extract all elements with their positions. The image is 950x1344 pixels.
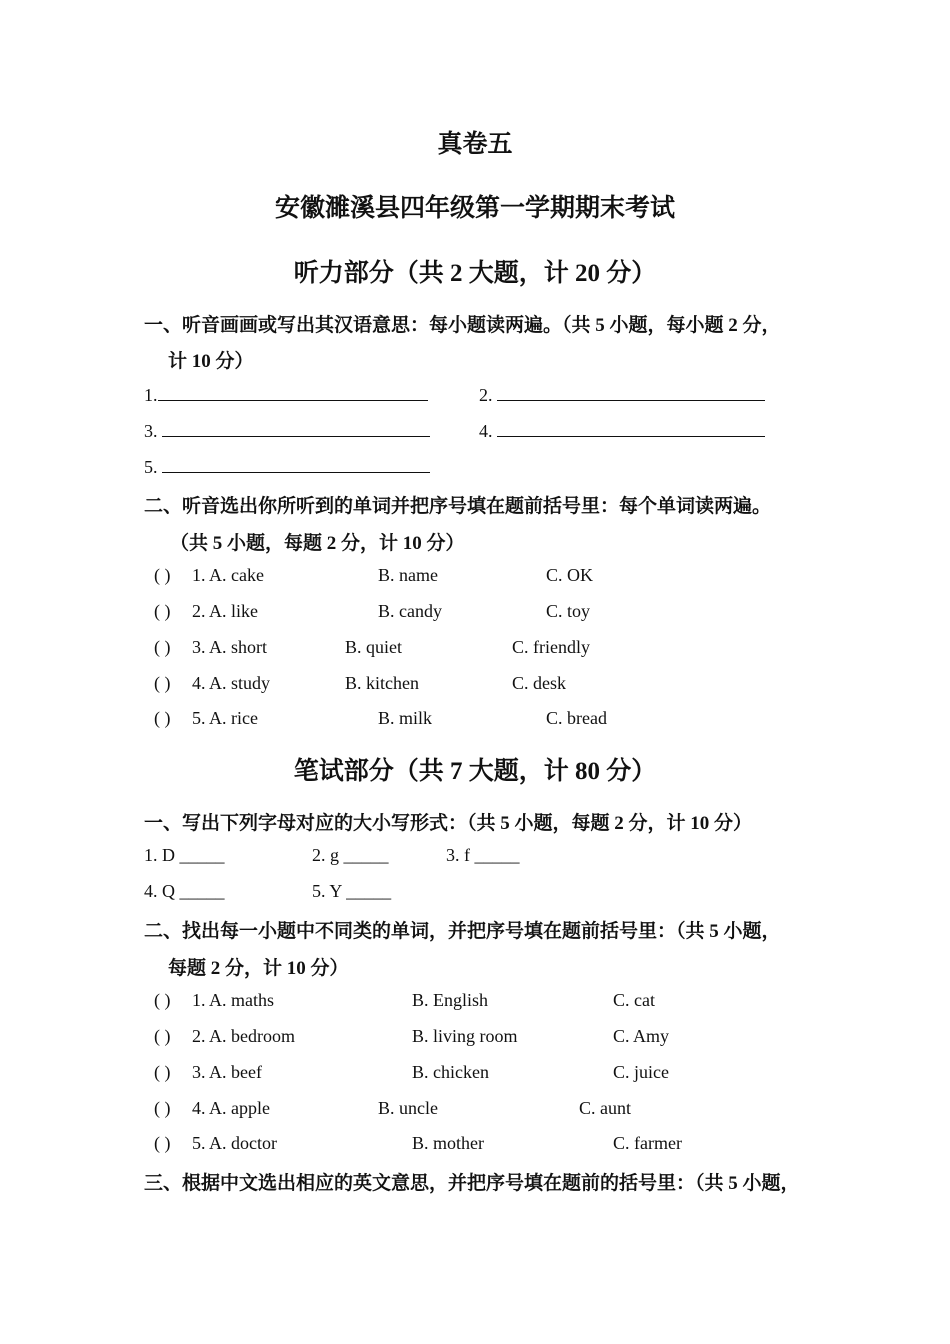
letter-item: 4. Q _____ [144,881,225,901]
writing-q2-instruction: 二、找出每一小题中不同类的单词，并把序号填在题前括号里：（共 5 小题， [144,921,781,942]
option-b: B. kitchen [345,673,419,693]
option-a: 5. A. rice [192,708,258,728]
answer-blank-3 [144,420,430,442]
option-b: B. English [412,990,489,1010]
blank-number: 1. [144,385,158,405]
option-c: C. bread [546,708,607,728]
option-c: C. farmer [613,1133,682,1153]
answer-paren: ( ) [154,1026,171,1046]
blank-line [497,420,765,437]
letter-item: 3. f _____ [446,845,520,865]
option-c: C. toy [546,601,591,621]
answer-blank-1 [144,384,428,406]
option-a: 1. A. cake [192,565,264,585]
letter-item: 2. g _____ [312,845,389,865]
blank-line [162,420,430,437]
answer-paren: ( ) [154,708,171,728]
answer-paren: ( ) [154,1062,171,1082]
listening-heading: 听力部分（共 2 大题，计 20 分） [293,260,657,287]
option-c: C. cat [613,990,655,1010]
option-c: C. desk [512,673,566,693]
answer-paren: ( ) [154,673,171,693]
blank-number: 5. [144,457,158,477]
blank-number: 3. [144,421,158,441]
option-b: B. chicken [412,1062,489,1082]
answer-paren: ( ) [154,601,171,621]
option-a: 3. A. short [192,637,268,657]
option-a: 4. A. apple [192,1098,270,1118]
blank-line [162,456,430,473]
answer-blank-5 [144,456,430,478]
listening-q2-instruction-cont: （共 5 小题，每题 2 分，计 10 分） [170,533,465,554]
blank-line [497,384,765,401]
option-c: C. friendly [512,637,590,657]
option-c: C. OK [546,565,594,585]
answer-paren: ( ) [154,637,171,657]
option-b: B. mother [412,1133,484,1153]
writing-q3-instruction: 三、根据中文选出相应的英文意思，并把序号填在题前的括号里：（共 5 小题， [144,1173,800,1194]
writing-q2-instruction-cont: 每题 2 分，计 10 分） [168,958,349,979]
option-c: C. Amy [613,1026,670,1046]
exam-subtitle: 安徽濉溪县四年级第一学期期末考试 [274,195,675,222]
listening-q1-instruction: 一、听音画画或写出其汉语意思：每小题读两遍。（共 5 小题，每小题 2 分， [144,315,781,336]
answer-paren: ( ) [154,1133,171,1153]
letter-item: 1. D _____ [144,845,225,865]
option-a: 3. A. beef [192,1062,262,1082]
answer-blank-4 [479,420,765,442]
answer-paren: ( ) [154,565,171,585]
listening-q1-instruction-cont: 计 10 分） [168,351,254,372]
option-a: 1. A. maths [192,990,275,1010]
writing-q1-instruction: 一、写出下列字母对应的大小写形式：（共 5 小题，每题 2 分，计 10 分） [144,813,753,834]
option-b: B. living room [412,1026,518,1046]
page-title: 真卷五 [437,131,513,158]
option-b: B. uncle [378,1098,438,1118]
option-a: 2. A. like [192,601,258,621]
writing-heading: 笔试部分（共 7 大题，计 80 分） [293,758,657,785]
option-a: 4. A. study [192,673,271,693]
answer-blank-2 [479,384,765,406]
answer-paren: ( ) [154,990,171,1010]
blank-line [158,384,428,401]
option-c: C. aunt [579,1098,631,1118]
listening-q2-instruction: 二、听音选出你所听到的单词并把序号填在题前括号里：每个单词读两遍。 [144,496,772,517]
blank-number: 4. [479,421,493,441]
blank-number: 2. [479,385,493,405]
letter-item: 5. Y _____ [312,881,392,901]
option-b: B. name [378,565,438,585]
option-a: 5. A. doctor [192,1133,277,1153]
answer-paren: ( ) [154,1098,171,1118]
option-b: B. quiet [345,637,402,657]
option-c: C. juice [613,1062,669,1082]
option-a: 2. A. bedroom [192,1026,295,1046]
option-b: B. candy [378,601,442,621]
option-b: B. milk [378,708,433,728]
